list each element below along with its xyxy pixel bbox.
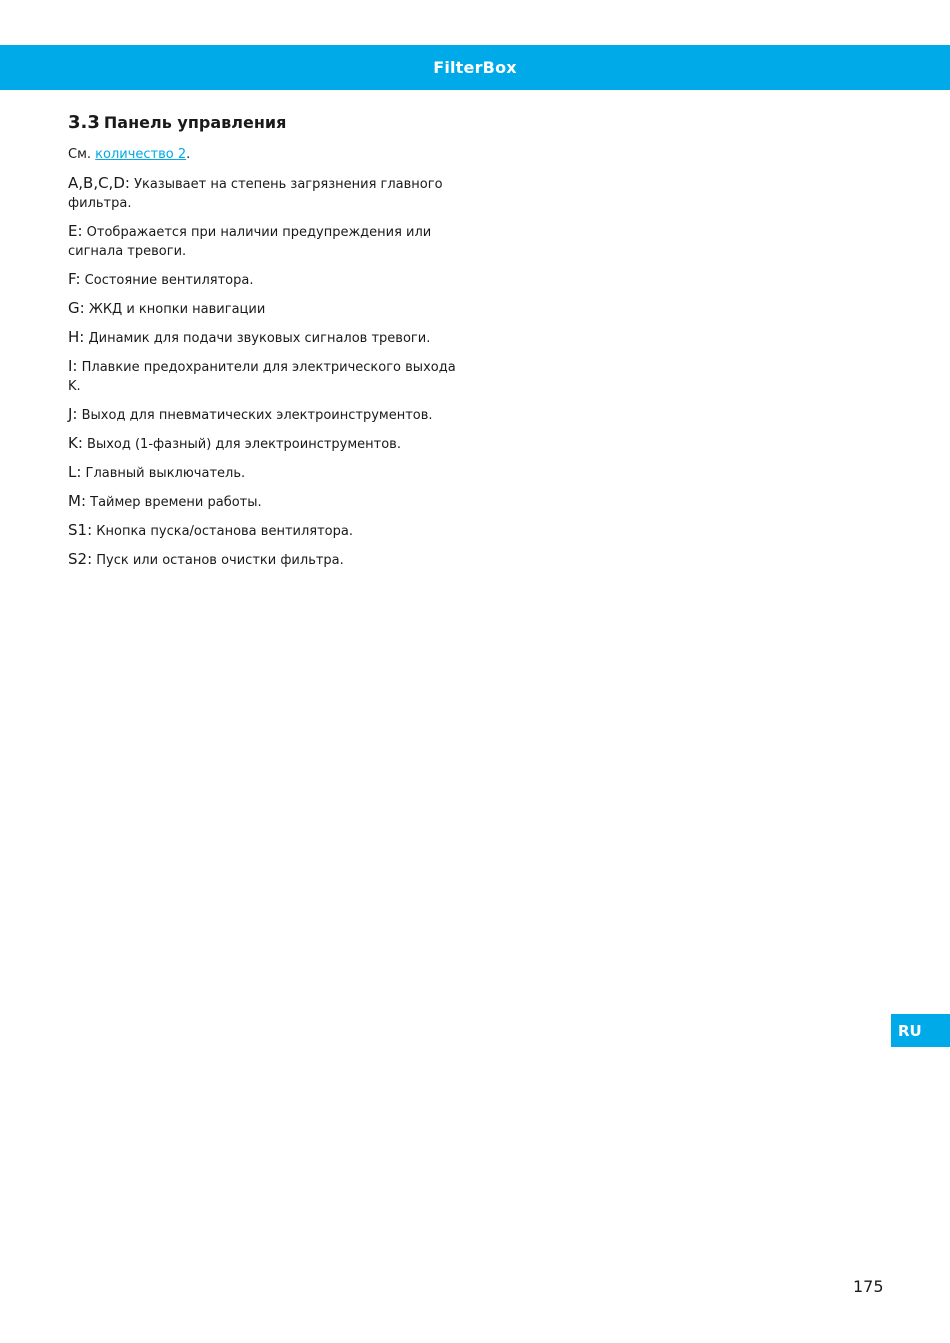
section-title: Панель управления	[103, 113, 287, 132]
legend-item	[68, 270, 468, 290]
legend-item	[68, 357, 468, 396]
legend-item	[68, 463, 468, 483]
legend-item-text: Пуск или останов очистки фильтра.	[92, 553, 344, 568]
legend-item-text: Отображается при наличии предупреждения или сигнала тревоги.	[68, 225, 432, 259]
see-prefix: См.	[68, 147, 96, 162]
legend-item-label: K:	[68, 434, 83, 452]
legend-item-label: L:	[68, 463, 82, 481]
section-heading	[68, 112, 468, 134]
legend-item	[68, 434, 468, 454]
legend-item-text: Выход (1-фазный) для электроинструментов.	[82, 437, 401, 452]
legend-item-label: J:	[68, 405, 78, 423]
legend-item-text: Главный выключатель.	[81, 466, 246, 481]
legend-item	[68, 328, 468, 348]
legend-item-label: I:	[68, 357, 78, 375]
legend-item-text: Динамик для подачи звуковых сигналов тревоги.	[84, 331, 431, 346]
legend-item-text: Состояние вентилятора.	[80, 273, 254, 288]
legend-item	[68, 492, 468, 512]
legend-item-label: A,B,C,D:	[68, 174, 130, 192]
legend-item	[68, 405, 468, 425]
legend-item-text: Кнопка пуска/останова вентилятора.	[92, 524, 353, 539]
legend-item-label: G:	[68, 299, 85, 317]
legend-item-text: Указывает на степень загрязнения главного фильтра.	[68, 177, 443, 211]
legend-item-text: Выход для пневматических электроинструментов.	[77, 408, 433, 423]
legend-item-label: E:	[68, 222, 83, 240]
legend-item-label: M:	[68, 492, 86, 510]
section-number: 3.3	[68, 112, 100, 133]
legend-item	[68, 521, 468, 541]
see-reference	[68, 146, 468, 164]
language-tab-label: RU	[898, 1021, 922, 1040]
see-suffix: .	[186, 147, 191, 162]
legend-item-label: H:	[68, 328, 85, 346]
legend-list	[68, 174, 468, 570]
legend-item-text: Плавкие предохранители для электрического выхода K.	[68, 360, 456, 394]
header-bar	[0, 45, 950, 90]
header-title: FilterBox	[433, 58, 517, 77]
legend-item	[68, 222, 468, 261]
legend-item-label: F:	[68, 270, 81, 288]
legend-item	[68, 174, 468, 213]
legend-item-label: S1:	[68, 521, 93, 539]
legend-item-text: ЖКД и кнопки навигации	[84, 302, 266, 317]
legend-item-label: S2:	[68, 550, 93, 568]
figure-reference-link[interactable]: количество 2	[95, 147, 187, 162]
language-tab	[891, 1014, 950, 1047]
legend-item	[68, 550, 468, 570]
main-content	[68, 112, 468, 579]
legend-item-text: Таймер времени работы.	[86, 495, 262, 510]
page-number: 175	[853, 1277, 884, 1296]
legend-item	[68, 299, 468, 319]
